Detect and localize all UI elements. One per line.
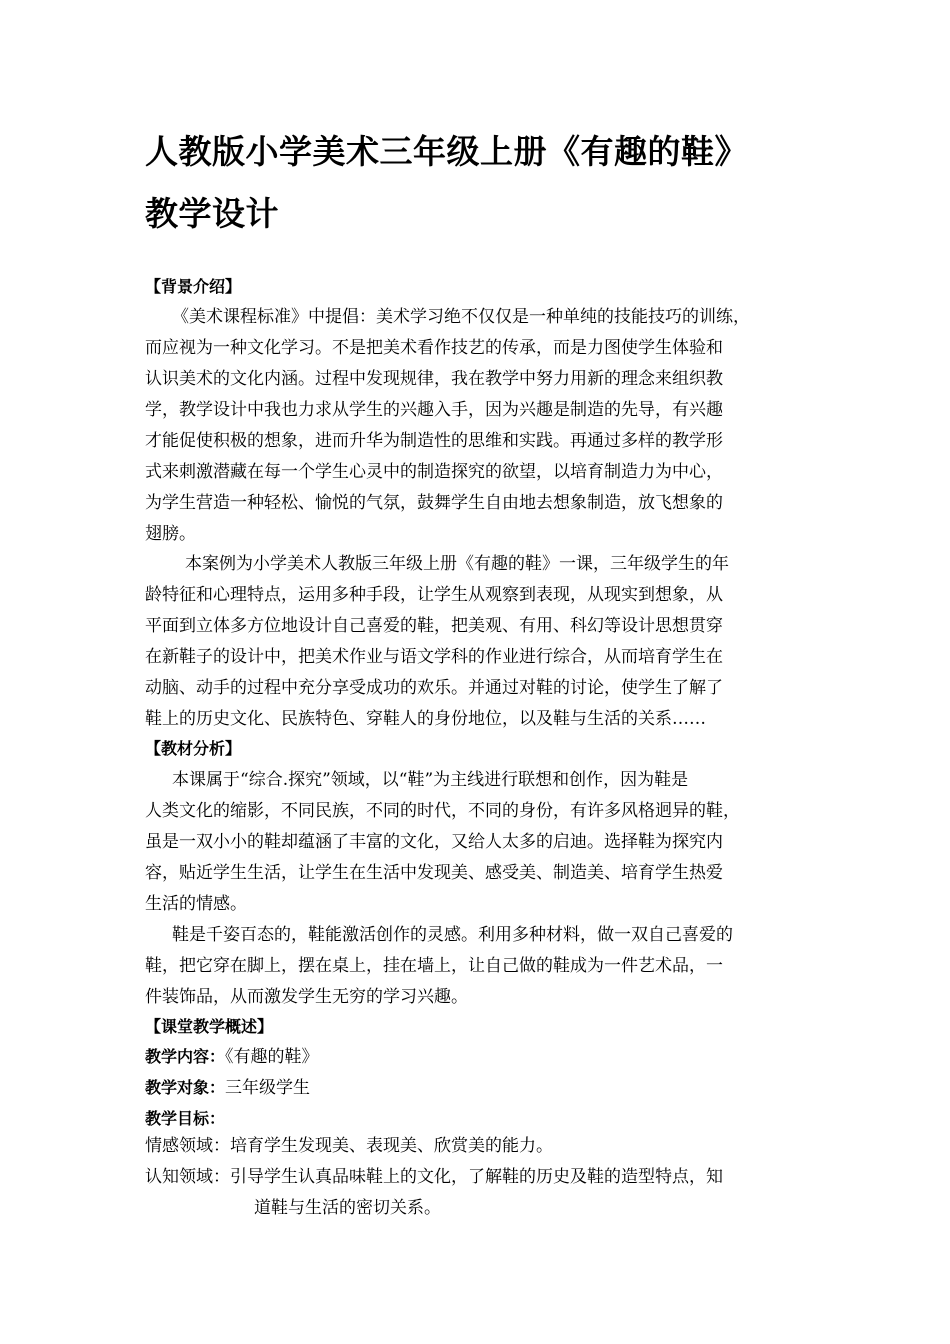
teaching-target-row (145, 1073, 310, 1103)
emotion-domain-value: 培育学生发现美、表现美、欣赏美的能力。 (230, 1136, 553, 1156)
cognition-domain-row (145, 1162, 723, 1192)
paragraph-line: 生活的情感。 (145, 894, 247, 914)
paragraph-line: 翅膀。 (145, 524, 196, 544)
teaching-content-row (145, 1042, 319, 1072)
section-heading-analysis: 【教材分析】 (145, 739, 242, 758)
paragraph-line: 人类文化的缩影，不同民族，不同的时代，不同的身份，有许多风格迥异的鞋， (145, 801, 740, 821)
paragraph-line: 平面到立体多方位地设计自己喜爱的鞋，把美观、有用、科幻等设计思想贯穿 (145, 616, 723, 636)
paragraph-line: 在新鞋子的设计中，把美术作业与语文学科的作业进行综合，从而培育学生在 (145, 647, 723, 667)
paragraph-line: 认识美术的文化内涵。过程中发现规律，我在教学中努力用新的理念来组织教 (145, 369, 723, 389)
paragraph-line: 虽是一双小小的鞋却蕴涵了丰富的文化，又给人太多的启迪。选择鞋为探究内 (145, 832, 723, 852)
paragraph-line: 而应视为一种文化学习。不是把美术看作技艺的传承，而是力图使学生体验和 (145, 338, 723, 358)
paragraph-line: 鞋，把它穿在脚上，摆在桌上，挂在墙上，让自己做的鞋成为一件艺术品，一 (145, 956, 723, 976)
paragraph-line: 学，教学设计中我也力求从学生的兴趣入手，因为兴趣是制造的先导，有兴趣 (145, 400, 723, 420)
emotion-domain-label: 情感领域： (145, 1136, 230, 1156)
paragraph-line: 件装饰品，从而激发学生无穷的学习兴趣。 (145, 987, 468, 1007)
cognition-domain-value-line-2: 道鞋与生活的密切关系。 (254, 1198, 441, 1218)
section-heading-background: 【背景介绍】 (145, 277, 242, 296)
paragraph-line: 本案例为小学美术人教版三年级上册《有趣的鞋》一课，三年级学生的年 (185, 554, 729, 574)
teaching-content-value: 《有趣的鞋》 (225, 1047, 319, 1067)
paragraph-line: 才能促使积极的想象，进而升华为制造性的思维和实践。再通过多样的教学形 (145, 431, 723, 451)
paragraph-line: 本课属于“综合.探究”领域，以“鞋”为主线进行联想和创作，因为鞋是 (172, 770, 689, 790)
teaching-target-label: 教学对象： (145, 1078, 226, 1097)
paragraph-line: 鞋是千姿百态的，鞋能激活创作的灵感。利用多种材料，做一双自己喜爱的 (172, 925, 733, 945)
teaching-content-label: 教学内容： (145, 1047, 226, 1066)
teaching-goals-label: 教学目标： (145, 1109, 226, 1128)
paragraph-line: 容，贴近学生生活，让学生在生活中发现美、感受美、制造美、培育学生热爱 (145, 863, 723, 883)
emotion-domain-row (145, 1131, 553, 1161)
teaching-target-value: 三年级学生 (225, 1078, 311, 1098)
document-title-line-2: 教学设计 (145, 194, 279, 233)
section-heading-overview: 【课堂教学概述】 (145, 1017, 274, 1036)
paragraph-line: 龄特征和心理特点，运用多种手段，让学生从观察到表现，从现实到想象，从 (145, 585, 723, 605)
document-title-line-1: 人教版小学美术三年级上册《有趣的鞋》 (145, 132, 748, 171)
paragraph-line: 《美术课程标准》中提倡：美术学习绝不仅仅是一种单纯的技能技巧的训练， (172, 307, 750, 327)
cognition-domain-label: 认知领域： (145, 1167, 230, 1187)
cognition-domain-value-line-1: 引导学生认真品味鞋上的文化，了解鞋的历史及鞋的造型特点，知 (230, 1167, 723, 1187)
paragraph-line: 鞋上的历史文化、民族特色、穿鞋人的身份地位，以及鞋与生活的关系…… (145, 709, 706, 729)
paragraph-line: 动脑、动手的过程中充分享受成功的欢乐。并通过对鞋的讨论，使学生了解了 (145, 678, 723, 698)
paragraph-line: 式来刺激潜藏在每一个学生心灵中的制造探究的欲望，以培育制造力为中心， (145, 462, 723, 482)
paragraph-line: 为学生营造一种轻松、愉悦的气氛，鼓舞学生自由地去想象制造，放飞想象的 (145, 493, 723, 513)
